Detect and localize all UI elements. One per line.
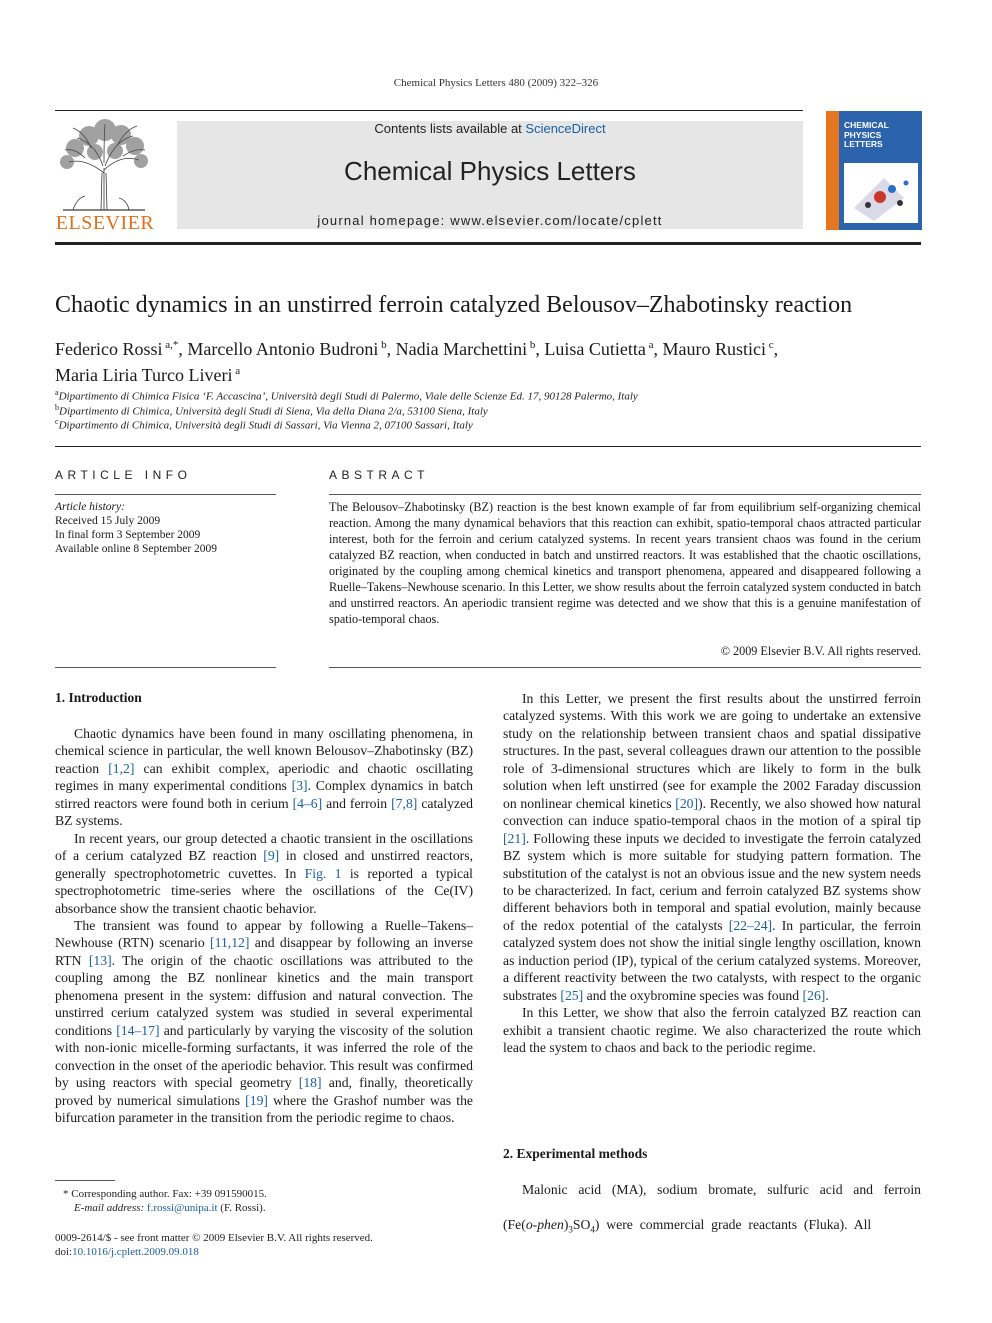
citation-link[interactable]: [9] <box>263 848 280 864</box>
abstract-heading: ABSTRACT <box>329 468 430 482</box>
citation-link[interactable]: [26] <box>802 987 826 1003</box>
issn-line: 0009-2614/$ - see front matter © 2009 Elsevier B.V. All rights reserved. <box>55 1232 373 1244</box>
paragraph-text: . Following these inputs we decided to investigate the ferroin catalyzed BZ system which is more suitable for studying pattern formation. The substitution of the catalyst is not an obvious issue and the new system needs to be characterized. In fact, cerium and ferroin catalyzed BZ systems show different behaviors both in temporal and spatial evolution, mainly because of the redox potential of the catalysts <box>503 830 921 933</box>
received-date: Received 15 July 2009 <box>55 515 161 527</box>
cover-side-strip <box>826 111 839 230</box>
citation-link[interactable]: [20] <box>675 795 699 811</box>
author-name: Luisa Cutietta <box>544 339 646 359</box>
cover-title-line-2: PHYSICS <box>844 129 882 140</box>
affiliation-a: $^a$Dipartimento di Chimica Fisica ‘F. Accascina’, Università degli Studi di Palermo, Viale delle Scienze Ed. 17, 90128 Palermo, Italy <box>55 388 638 403</box>
sciencedirect-link[interactable]: ScienceDirect <box>525 121 606 136</box>
paragraph-text: In recent years, our group detected a chaotic transient in the oscillations of a cerium catalyzed BZ reaction <box>55 830 473 864</box>
email-note: E-mail address: f.rossi@unipa.it (F. Rossi). <box>74 1202 266 1214</box>
cover-graphic <box>844 163 918 223</box>
citation-link[interactable]: [14–17] <box>116 1022 160 1038</box>
elsevier-wordmark: ELSEVIER <box>55 212 155 234</box>
cover-title-line-1: CHEMICAL <box>844 120 889 130</box>
abstract-rule <box>329 494 921 495</box>
paragraph-text: and, finally, theoretically proved by numerical simulations <box>55 1075 473 1108</box>
paragraph-text: ). Recently, we also showed how natural convection can induce spatio-temporal chaos in the motion of a spiral tip <box>503 795 921 829</box>
author-affiliation-mark: a <box>235 365 241 377</box>
paragraph-text: Chaotic dynamics have been found in many oscillating phenomena, in chemical science in particular, the well known Belousov–Zhabotinsky (BZ) reaction <box>55 726 473 776</box>
online-date: Available online 8 September 2009 <box>55 543 218 555</box>
author-affiliation-mark: c <box>768 339 774 351</box>
doi-line: doi:10.1016/j.cplett.2009.09.018 <box>55 1246 199 1258</box>
footnote-rule <box>55 1180 115 1181</box>
abstract-text: The Belousov–Zhabotinsky (BZ) reaction is the best known example of far from equilibrium self-organizing chemical reaction. Among the many dynamical behaviors that this reaction can exhibit, spatio-temporal chaos attracted particular interest, both for the ferroin and cerium catalyzed systems. In recent years transient chaos was found in the cerium catalyzed BZ reaction, when conducted in batch and unstirred reactors. It was established that the chaotic oscillations, originated by the coupling among chemical kinetics and transport phenomena, appeared and disappeared following a Ruelle–Takens–Newhouse scenario. In this Letter, we show results about the ferroin catalyzed system conducted in batch and unstirred reactors. An aperiodic transient regime was detected and we show that this is a genuine manifestation of spatio-temporal chaos. <box>329 500 921 626</box>
affiliations-rule <box>55 446 921 447</box>
experimental-methods-heading: 2. Experimental methods <box>503 1146 648 1161</box>
article-info-bottom-rule <box>55 667 276 668</box>
citation-link[interactable]: Fig. 1 <box>304 865 342 881</box>
citation-link[interactable]: [22–24] <box>728 917 773 933</box>
footnotes <box>55 1187 473 1215</box>
contents-available-line <box>177 121 803 136</box>
author-name: Federico Rossi <box>55 339 163 359</box>
citation-link[interactable]: [18] <box>298 1075 322 1091</box>
citation-link[interactable]: [19] <box>245 1092 268 1108</box>
email-link[interactable]: f.rossi@unipa.it <box>146 1202 218 1214</box>
intro-paragraph-3 <box>55 917 473 1126</box>
author-name: Mauro Rustici <box>662 339 766 359</box>
paragraph-text: The transient was found to appear by following a Ruelle–Takens–Newhouse (RTN) scenario <box>55 917 473 951</box>
cover-title <box>844 121 889 150</box>
header-top-rule <box>55 110 803 111</box>
author-name: Nadia Marchettini <box>395 339 528 359</box>
author-affiliation-mark: a <box>648 339 654 351</box>
citation-link[interactable]: [7,8] <box>391 795 418 811</box>
journal-reference: Chemical Physics Letters 480 (2009) 322–326 <box>393 77 599 89</box>
author-list: Federico Rossi $^{a,*}$, Marcello Antonio Budroni $^b$, Nadia Marchettini $^b$, Luisa Cutietta $^a$, Mauro Rustici $^c$, Maria Liria Turco Liveri $^a$ <box>55 339 779 385</box>
intro-paragraph-5: In this Letter, we show that also the ferroin catalyzed BZ reaction can exhibit a transient chaotic regime. We also characterized the route which lead the system to chaos and back to the periodic regime. <box>503 1005 921 1056</box>
citation-link[interactable]: [25] <box>560 987 584 1003</box>
methods-paragraph-line-2: $(Fe(o-phen)_3SO_4)$ were commercial grade reactants (Fluka). All <box>503 1216 872 1235</box>
citation-link[interactable]: [4–6] <box>292 795 323 811</box>
citation-link[interactable]: [11,12] <box>210 935 250 951</box>
paragraph-text: catalyzed BZ systems. <box>55 795 473 829</box>
citation-link[interactable]: [1,2] <box>108 760 135 776</box>
paragraph-text: and particularly by varying the viscosity of the solution with non-ionic micelle-forming surfactants, it was inferred the role of the convection in the onset of the aperiodic behavior. This result was confirmed by using reactors with special geometry <box>55 1022 473 1091</box>
final-form-date: In final form 3 September 2009 <box>55 529 201 541</box>
right-column-body <box>503 690 921 1057</box>
journal-name: Chemical Physics Letters <box>344 156 636 186</box>
citation-link[interactable]: [13] <box>88 952 112 968</box>
paragraph-text: . In particular, the ferroin catalyzed system does not show the initial single lengthy oscillation, known as induction period (IP), typical of the cerium catalyzed systems. Moreover, a different reactivity between the two catalysts, with respect to the organic substrates <box>503 917 921 1003</box>
doi-link[interactable]: 10.1016/j.cplett.2009.09.018 <box>72 1246 199 1258</box>
author-name: Maria Liria Turco Liveri <box>55 365 233 385</box>
introduction-heading: 1. Introduction <box>55 690 142 705</box>
intro-paragraph-4 <box>503 690 921 1004</box>
article-title: Chaotic dynamics in an unstirred ferroin catalyzed Belousov–Zhabotinsky reaction <box>55 292 853 318</box>
intro-paragraph-2 <box>55 830 473 917</box>
citation-link[interactable]: [21] <box>503 830 526 846</box>
journal-homepage[interactable]: journal homepage: www.elsevier.com/locate/cplett <box>317 213 663 228</box>
paragraph-text: and the oxybromine species was found <box>583 987 803 1003</box>
header-bottom-rule <box>55 242 921 245</box>
paragraph-text: where the Grashof number was the bifurcation parameter in the transition from the periodic regime to chaos. <box>55 1092 473 1125</box>
intro-paragraph-1 <box>55 725 473 830</box>
article-history-label: Article history: <box>55 501 125 513</box>
paragraph-text: in closed and unstirred reactors, generally spectrophotometric cuvettes. In <box>55 848 473 881</box>
paragraph-text: can exhibit complex, aperiodic and chaotic oscillating regimes in many experimental conditions <box>55 760 474 794</box>
author-affiliation-mark: b <box>529 339 536 351</box>
cover-title-line-3: LETTERS <box>844 139 883 149</box>
paragraph-text: . The origin of the chaotic oscillations was attributed to the coupling among the BZ nonlinear kinetics and the main transport phenomena present in the system: diffusion and natural convection. The unstirred cerium catalyzed system was studied in several experimental conditions <box>55 952 473 1038</box>
contents-prefix: Contents lists available at <box>374 121 526 136</box>
paragraph-text: . Complex dynamics in batch stirred reactors were found both in cerium <box>55 778 474 811</box>
citation-link[interactable]: [3] <box>291 778 308 794</box>
author-name: Marcello Antonio Budroni <box>187 339 379 359</box>
paragraph-text: is reported a typical spectrophotometric time-series where the oscillations of the Ce(IV) absorbance show the transient chaotic behavior. <box>55 865 473 916</box>
author-affiliation-mark: a,* <box>165 339 179 351</box>
corresponding-author-note: * Corresponding author. Fax: +39 091590015. <box>63 1188 267 1200</box>
paragraph-text: and disappear by following an inverse RTN <box>55 935 473 968</box>
affiliation-b: $^b$Dipartimento di Chimica, Università degli Studi di Siena, Via della Diana 2/a, 53100 Siena, Italy <box>55 403 488 418</box>
methods-paragraph-line-1: Malonic acid (MA), sodium bromate, sulfuric acid and ferroin <box>522 1182 921 1197</box>
paragraph-text: . <box>825 987 829 1003</box>
article-history <box>55 500 217 556</box>
paragraph-text: In this Letter, we present the first results about the unstirred ferroin catalyzed systems. With this work we are going to undertake an extensive study on the relationship between transient chaos and spatial dissipative structures. In the past, several colleagues drawn our attention to the possible role of 3-dimensional structures which are likely to form in the bulk solution when left unstirred (see for example the 2002 Faraday discussion on nonlinear chemical kinetics <box>503 691 921 811</box>
abstract-copyright: © 2009 Elsevier B.V. All rights reserved. <box>720 644 921 658</box>
journal-cover-thumbnail <box>826 111 922 230</box>
abstract-bottom-rule <box>329 667 921 668</box>
affiliation-c: $^c$Dipartimento di Chimica, Università degli Studi di Sassari, Via Vienna 2, 07100 Sassari, Italy <box>55 417 473 432</box>
paragraph-text: and ferroin <box>322 795 392 811</box>
methods-body <box>503 1181 921 1239</box>
article-info-heading: ARTICLE INFO <box>55 468 192 482</box>
author-affiliation-mark: b <box>381 339 387 351</box>
article-info-rule <box>55 494 276 495</box>
left-column-body <box>55 725 473 1126</box>
